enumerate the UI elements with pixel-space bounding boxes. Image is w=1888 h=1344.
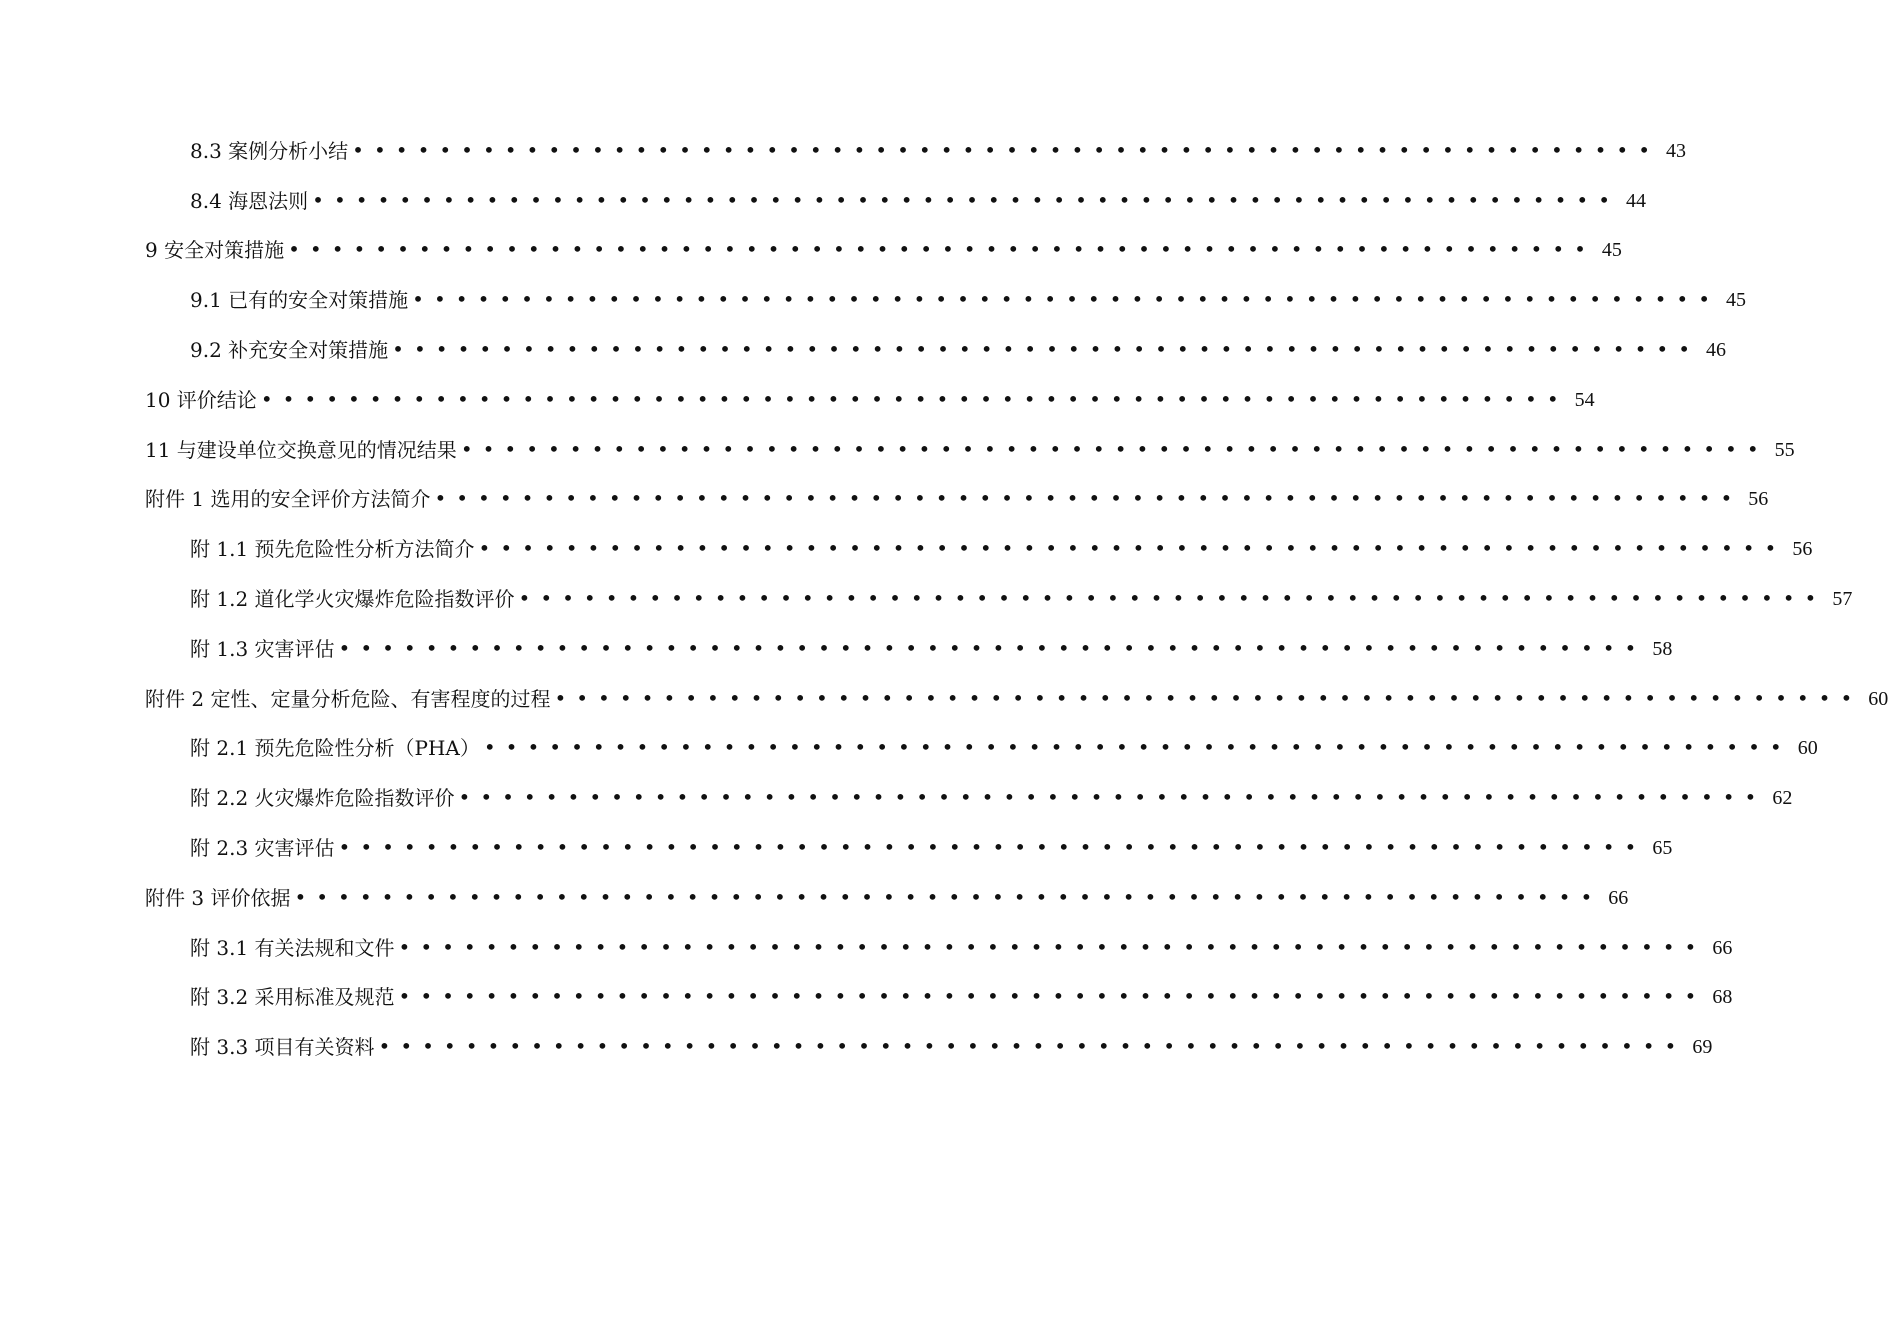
toc-dot-leader: • • • • • • • • • • • • • • • • • • • • • • • • • • • • • • • • • • • • • • • • • • • • • • • • • • • • • • • • • • • • [260,386,1569,411]
toc-dot-leader: • • • • • • • • • • • • • • • • • • • • • • • • • • • • • • • • • • • • • • • • • • • • • • • • • • • • • • • • • • • • [398,984,1707,1009]
toc-page-number: 60 [1868,687,1888,710]
toc-dot-leader: • • • • • • • • • • • • • • • • • • • • • • • • • • • • • • • • • • • • • • • • • • • • • • • • • • • • • • • • • • • • [398,934,1707,959]
toc-entry[interactable] [0,823,1673,873]
toc-page-number: 45 [1601,239,1622,262]
toc-dot-leader: • • • • • • • • • • • • • • • • • • • • • • • • • • • • • • • • • • • • • • • • • • • • • • • • • • • • • • • • • • • • [483,735,1792,760]
toc-entry[interactable] [0,176,1646,226]
toc-entry[interactable] [0,524,1813,574]
toc-dot-leader: • • • • • • • • • • • • • • • • • • • • • • • • • • • • • • • • • • • • • • • • • • • • • • • • • • • • • • • • • • • • [478,536,1787,561]
toc-entry-title: 10 评价结论 [145,387,257,412]
toc-entry[interactable] [0,425,1795,475]
toc-entry[interactable] [0,724,1818,774]
toc-entry[interactable] [0,624,1673,674]
toc-page-number: 57 [1832,588,1853,611]
toc-dot-leader: • • • • • • • • • • • • • • • • • • • • • • • • • • • • • • • • • • • • • • • • • • • • • • • • • • • • • • • • • • • • [458,785,1767,810]
toc-entry[interactable] [0,574,1853,624]
toc-dot-leader: • • • • • • • • • • • • • • • • • • • • • • • • • • • • • • • • • • • • • • • • • • • • • • • • • • • • • • • • • • • • [294,884,1603,909]
toc-entry[interactable] [0,375,1595,425]
toc-entry-title: 附件 1 选用的安全评价方法简介 [145,487,431,512]
toc-dot-leader: • • • • • • • • • • • • • • • • • • • • • • • • • • • • • • • • • • • • • • • • • • • • • • • • • • • • • • • • • • • • [288,237,1596,262]
toc-dot-leader: • • • • • • • • • • • • • • • • • • • • • • • • • • • • • • • • • • • • • • • • • • • • • • • • • • • • • • • • • • • • [312,187,1620,212]
toc-entry-title: 附 2.1 预先危险性分析（PHA） [190,736,480,761]
toc-entry-title: 附件 2 定性、定量分析危险、有害程度的过程 [145,686,551,711]
toc-entry[interactable] [0,325,1726,375]
toc-entry-title: 9.2 补充安全对策措施 [190,338,389,363]
toc-page-number: 43 [1665,139,1686,162]
toc-entry-title: 附件 3 评价依据 [145,885,291,910]
toc-page-number: 62 [1772,787,1793,810]
toc-entry-title: 附 1.3 灾害评估 [190,636,335,661]
toc-entry-title: 11 与建设单位交换意见的情况结果 [145,437,457,462]
toc-dot-leader: • • • • • • • • • • • • • • • • • • • • • • • • • • • • • • • • • • • • • • • • • • • • • • • • • • • • • • • • • • • • [378,1034,1687,1059]
toc-entry[interactable] [0,773,1793,823]
toc-entry[interactable] [0,475,1769,525]
toc-entry-title: 8.3 案例分析小结 [190,138,349,163]
toc-dot-leader: • • • • • • • • • • • • • • • • • • • • • • • • • • • • • • • • • • • • • • • • • • • • • • • • • • • • • • • • • • • • [518,586,1827,611]
toc-entry[interactable] [0,873,1629,923]
toc-page-number: 55 [1774,438,1795,461]
toc-entry[interactable] [0,226,1622,276]
toc-page-number: 56 [1748,488,1769,511]
toc-page-number: 65 [1652,837,1673,860]
toc-entry-title: 附 3.1 有关法规和文件 [190,935,395,960]
toc-page-number: 56 [1792,538,1813,561]
toc-entry-title: 9 安全对策措施 [145,238,285,263]
toc-entry-title: 附 1.2 道化学火灾爆炸危险指数评价 [190,587,515,612]
toc-entry-title: 8.4 海恩法则 [190,188,309,213]
toc-page-number: 69 [1692,1036,1713,1059]
toc-page-number: 66 [1608,886,1629,909]
toc-dot-leader: • • • • • • • • • • • • • • • • • • • • • • • • • • • • • • • • • • • • • • • • • • • • • • • • • • • • • • • • • • • • [554,685,1863,710]
toc-page-number: 44 [1625,189,1646,212]
toc-entry[interactable] [0,923,1733,973]
toc-dot-leader: • • • • • • • • • • • • • • • • • • • • • • • • • • • • • • • • • • • • • • • • • • • • • • • • • • • • • • • • • • • • [338,835,1647,860]
toc-entry[interactable] [0,1022,1713,1072]
toc-page-number: 58 [1652,637,1673,660]
toc-page-number: 45 [1725,289,1746,312]
table-of-contents [0,126,1888,1072]
toc-page-number: 60 [1797,737,1818,760]
toc-entry-title: 附 2.2 火灾爆炸危险指数评价 [190,786,455,811]
toc-entry-title: 附 3.3 项目有关资料 [190,1035,375,1060]
toc-entry[interactable] [0,973,1733,1023]
toc-entry[interactable] [0,275,1746,325]
toc-dot-leader: • • • • • • • • • • • • • • • • • • • • • • • • • • • • • • • • • • • • • • • • • • • • • • • • • • • • • • • • • • • • [338,635,1647,660]
toc-dot-leader: • • • • • • • • • • • • • • • • • • • • • • • • • • • • • • • • • • • • • • • • • • • • • • • • • • • • • • • • • • • • [412,287,1720,312]
toc-page-number: 46 [1705,339,1726,362]
toc-dot-leader: • • • • • • • • • • • • • • • • • • • • • • • • • • • • • • • • • • • • • • • • • • • • • • • • • • • • • • • • • • • • [434,486,1743,511]
toc-entry[interactable] [0,126,1686,176]
toc-entry[interactable] [0,674,1888,724]
toc-entry-title: 附 2.3 灾害评估 [190,836,335,861]
toc-entry-title: 附 3.2 采用标准及规范 [190,985,395,1010]
toc-page-number: 66 [1712,936,1733,959]
toc-dot-leader: • • • • • • • • • • • • • • • • • • • • • • • • • • • • • • • • • • • • • • • • • • • • • • • • • • • • • • • • • • • • [460,436,1769,461]
toc-page-number: 54 [1574,388,1595,411]
toc-entry-title: 9.1 已有的安全对策措施 [190,288,409,313]
toc-entry-title: 附 1.1 预先危险性分析方法简介 [190,537,475,562]
toc-dot-leader: • • • • • • • • • • • • • • • • • • • • • • • • • • • • • • • • • • • • • • • • • • • • • • • • • • • • • • • • • • • • [352,137,1660,162]
toc-dot-leader: • • • • • • • • • • • • • • • • • • • • • • • • • • • • • • • • • • • • • • • • • • • • • • • • • • • • • • • • • • • • [392,337,1700,362]
toc-page-number: 68 [1712,986,1733,1009]
